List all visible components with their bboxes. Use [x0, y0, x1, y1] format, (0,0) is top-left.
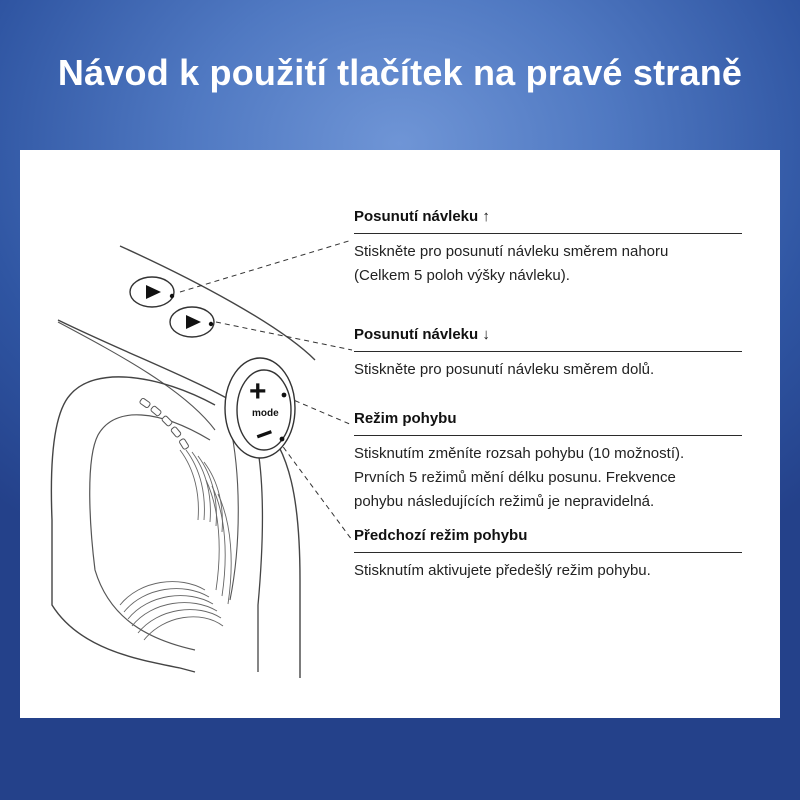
indicator-dot-icon — [282, 393, 287, 398]
description-line: pohybu následujících režimů je nepravidelná. — [354, 493, 655, 510]
section-heading: Posunutí návleku ↑ — [354, 208, 742, 234]
description-line: Stisknutím změníte rozsah pohybu (10 možností). — [354, 445, 685, 462]
description-line: Stiskněte pro posunutí návleku směrem nahoru — [354, 243, 669, 260]
description-line: Stisknutím aktivujete předešlý režim pohybu. — [354, 562, 651, 579]
mode-plus-icon: + — [249, 375, 267, 408]
sleeve-ridges — [120, 450, 231, 640]
section-description — [354, 559, 742, 583]
section-description — [354, 442, 742, 514]
description-line: Prvních 5 režimů mění délku posunu. Frekvence — [354, 469, 676, 486]
instruction-panel — [20, 150, 780, 718]
sleeve-up-button[interactable] — [130, 277, 174, 307]
section-sleeve-down — [354, 326, 742, 382]
mode-button[interactable] — [225, 358, 295, 458]
section-heading: Režim pohybu — [354, 410, 742, 436]
section-heading: Předchozí režim pohybu — [354, 527, 742, 553]
page-title: Návod k použití tlačítek na pravé straně — [57, 52, 743, 93]
mode-minus-icon: − — [250, 416, 279, 454]
description-line: (Celkem 5 poloh výšky návleku). — [354, 267, 570, 284]
sleeve-down-button[interactable] — [170, 307, 214, 337]
mode-label: mode — [252, 408, 279, 419]
section-motion-mode — [354, 410, 742, 514]
indicator-dot-icon — [280, 437, 285, 442]
indicator-dot-icon — [209, 322, 213, 326]
description-line: Stiskněte pro posunutí návleku směrem dolů. — [354, 361, 655, 378]
section-description — [354, 358, 742, 382]
section-description — [354, 240, 742, 288]
section-previous-mode — [354, 527, 742, 583]
section-heading: Posunutí návleku ↓ — [354, 326, 742, 352]
edge-slots — [139, 398, 189, 450]
section-sleeve-up — [354, 208, 742, 288]
indicator-dot-icon — [170, 294, 174, 298]
